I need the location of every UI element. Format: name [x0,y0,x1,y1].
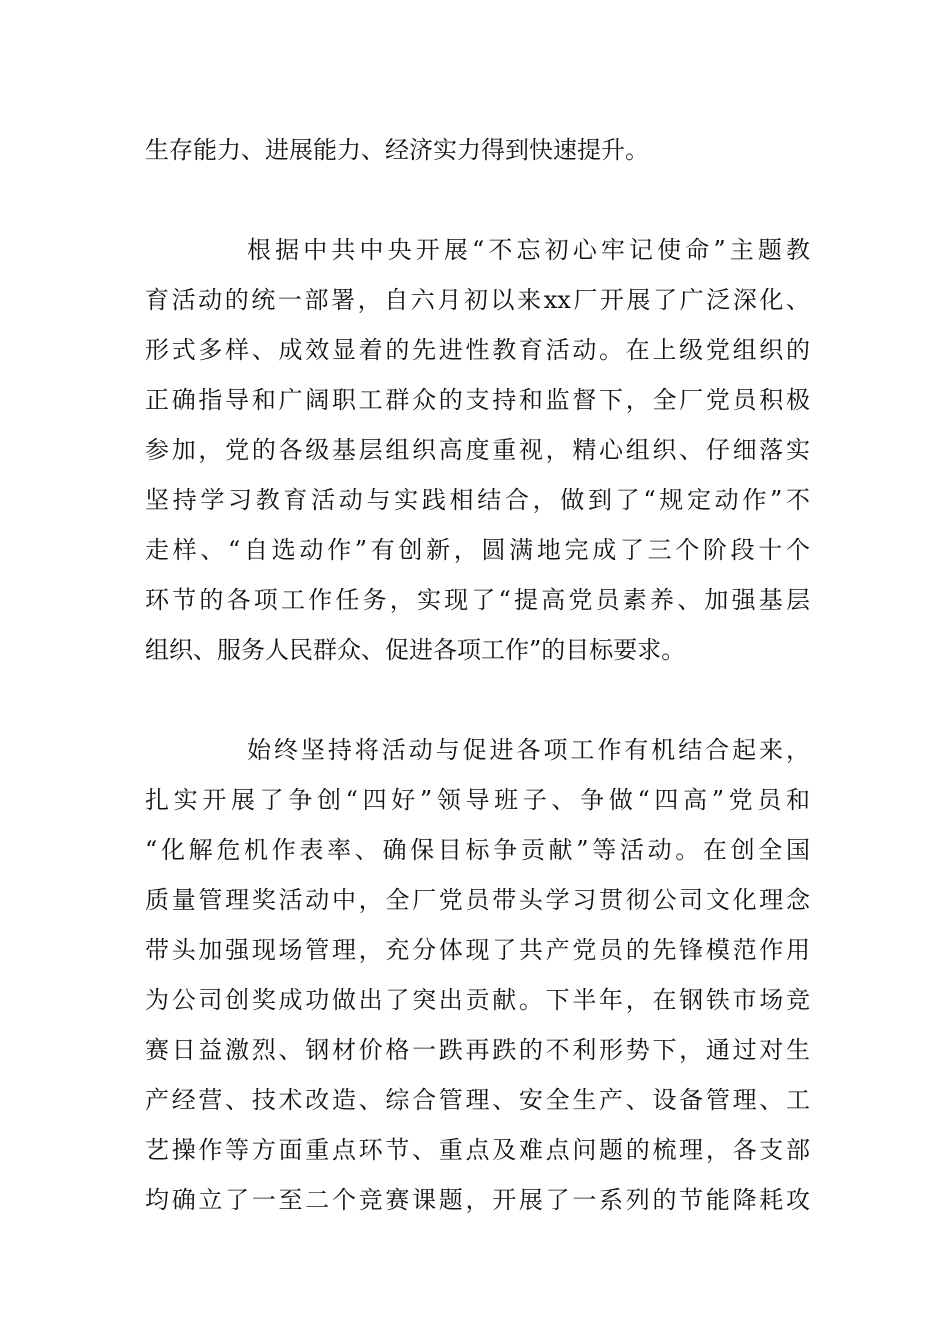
paragraph-2-line-3: 形式多样、成效显着的先进性教育活动。在上级党组织的 [145,336,810,364]
paragraph-3-line-10: 均确立了一至二个竞赛课题，开展了一系列的节能降耗攻 [145,1186,810,1214]
paragraph-3-line-5: 带头加强现场管理，充分体现了共产党员的先锋模范作用 [145,936,810,964]
paragraph-3-line-6: 为公司创奖成功做出了突出贡献。下半年，在钢铁市场竞 [145,986,810,1014]
paragraph-2-line-2: 育活动的统一部署，自六月初以来xx厂开展了广泛深化、 [145,286,810,314]
paragraph-2-line-1: 根据中共中央开展“不忘初心牢记使命”主题教 [247,236,810,264]
paragraph-3-line-8: 产经营、技术改造、综合管理、安全生产、设备管理、工 [145,1086,810,1114]
paragraph-2-line-9: 组织、服务人民群众、促进各项工作”的目标要求。 [145,636,686,664]
paragraph-3-line-1: 始终坚持将活动与促进各项工作有机结合起来， [247,736,810,764]
paragraph-2-line-6: 坚持学习教育活动与实践相结合，做到了“规定动作”不 [145,486,810,514]
paragraph-2-line-7: 走样、“自选动作”有创新，圆满地完成了三个阶段十个 [145,536,810,564]
paragraph-3-line-9: 艺操作等方面重点环节、重点及难点问题的梳理，各支部 [145,1136,810,1164]
paragraph-3-line-7: 赛日益激烈、钢材价格一跌再跌的不利形势下，通过对生 [145,1036,810,1064]
paragraph-3-line-4: 质量管理奖活动中，全厂党员带头学习贯彻公司文化理念 [145,886,810,914]
paragraph-2-line-8: 环节的各项工作任务，实现了“提高党员素养、加强基层 [145,586,810,614]
paragraph-3-line-3: “化解危机作表率、确保目标争贡献”等活动。在创全国 [145,836,810,864]
paragraph-1-line-1: 生存能力、进展能力、经济实力得到快速提升。 [145,136,649,164]
paragraph-3-line-2: 扎实开展了争创“四好”领导班子、争做“四高”党员和 [145,786,810,814]
paragraph-2-line-5: 参加，党的各级基层组织高度重视，精心组织、仔细落实 [145,436,810,464]
paragraph-2-line-4: 正确指导和广阔职工群众的支持和监督下，全厂党员积极 [145,386,810,414]
